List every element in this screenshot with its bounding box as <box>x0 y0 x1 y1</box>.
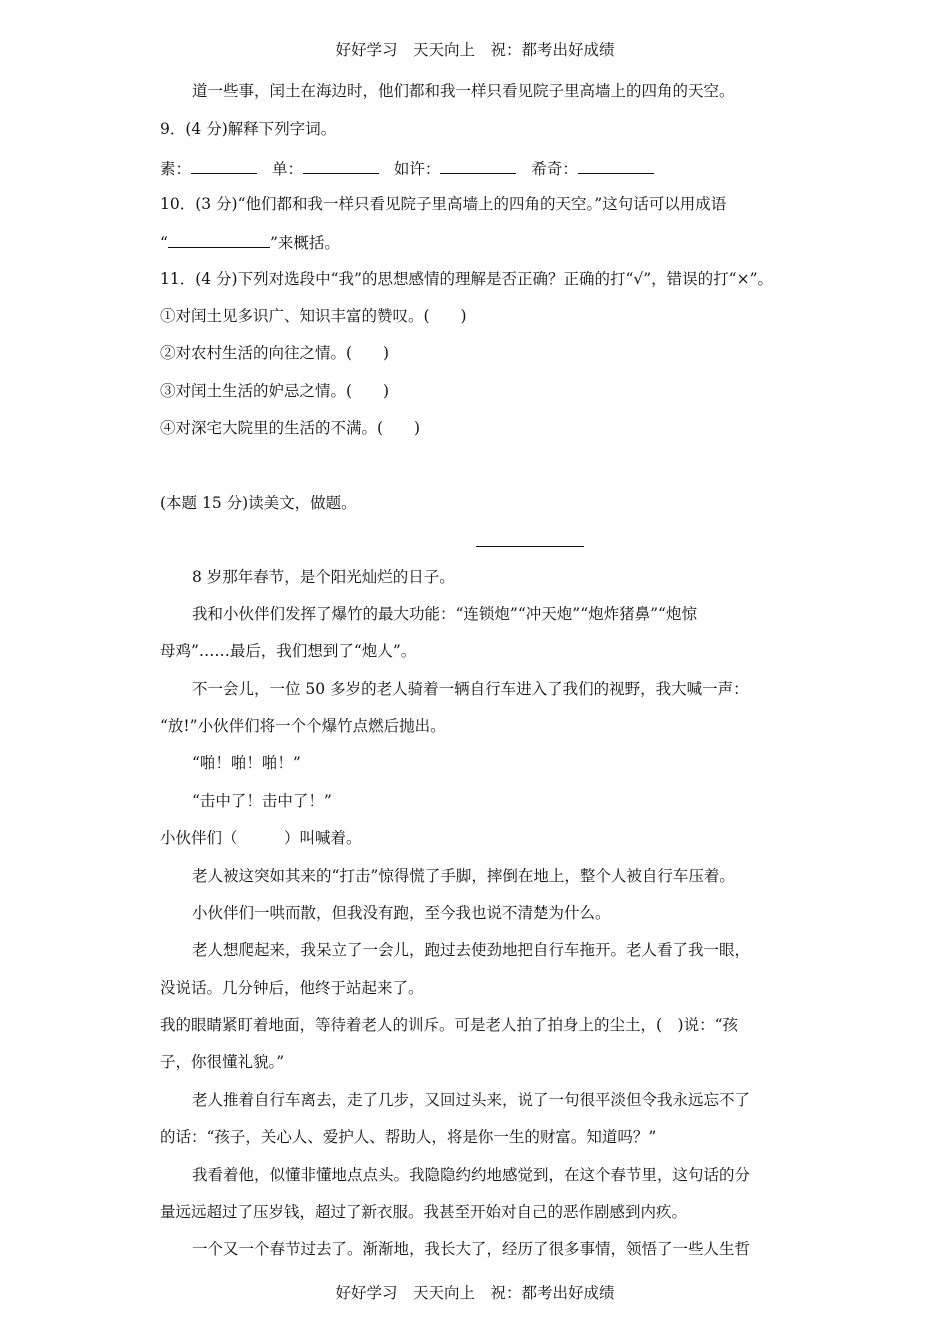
question-11: 11．(4 分)下列对选段中“我”的思想感情的理解是否正确？正确的打“√”，错误的打“×”。 <box>160 270 774 288</box>
term-label: 单： <box>271 160 303 178</box>
paragraph-line: “啪！啪！啪！” <box>192 754 301 772</box>
paragraph-line: 不一会儿，一位 50 多岁的老人骑着一辆自行车进入了我们的视野，我大喊一声： <box>192 680 749 698</box>
paragraph-line: 老人推着自行车离去，走了几步，又回过头来，说了一句很平淡但令我永远忘不了 <box>192 1091 751 1109</box>
answer-blank[interactable] <box>168 231 270 248</box>
option-4: ④对深宅大院里的生活的不满。( ) <box>160 419 421 437</box>
option-3: ③对闰土生活的妒忌之情。( ) <box>160 382 390 400</box>
paragraph-line: 我和小伙伴们发挥了爆竹的最大功能：“连锁炮”“冲天炮”“炮炸猪鼻”“炮惊 <box>192 605 697 623</box>
q9-blanks <box>160 157 654 179</box>
answer-blank[interactable] <box>191 157 257 174</box>
term-label: 希奇： <box>531 160 578 178</box>
q10-blank-line <box>160 231 340 253</box>
answer-blank[interactable] <box>440 157 516 174</box>
paragraph-line: 我的眼睛紧盯着地面，等待着老人的训斥。可是老人拍了拍身上的尘土，( )说：“孩 <box>160 1016 739 1034</box>
section-heading: (本题 15 分)读美文，做题。 <box>160 494 357 512</box>
paragraph-line: 的话：“孩子，关心人、爱护人、帮助人，将是你一生的财富。知道吗？” <box>160 1128 657 1146</box>
paragraph-line: 老人想爬起来，我呆立了一会儿，跑过去使劲地把自行车拖开。老人看了我一眼， <box>192 941 751 959</box>
paragraph-line: 我看着他，似懂非懂地点点头。我隐隐约约地感觉到，在这个春节里，这句话的分 <box>192 1166 751 1184</box>
answer-blank[interactable] <box>578 157 654 174</box>
term-label: 如许： <box>393 160 441 178</box>
paragraph-line: 子，你很懂礼貌。” <box>160 1053 285 1071</box>
quote-open: “ <box>160 234 168 252</box>
paragraph-line: “击中了！击中了！” <box>192 792 332 810</box>
page-footer: 好好学习 天天向上 祝：都考出好成绩 <box>335 1284 615 1302</box>
paragraph-line: 8 岁那年春节，是个阳光灿烂的日子。 <box>192 568 455 586</box>
paragraph-line: “放!”小伙伴们将一个个爆竹点燃后抛出。 <box>160 717 446 735</box>
page-header: 好好学习 天天向上 祝：都考出好成绩 <box>335 41 615 59</box>
paragraph-line: 母鸡”……最后，我们想到了“炮人”。 <box>160 642 417 660</box>
answer-blank[interactable] <box>303 157 379 174</box>
paragraph-line: 量远远超过了压岁钱，超过了新衣服。我甚至开始对自己的恶作剧感到内疚。 <box>160 1203 688 1221</box>
question-9: 9．(4 分)解释下列字词。 <box>160 120 337 138</box>
quote-close: ”来概括。 <box>269 234 340 252</box>
option-2: ②对农村生活的向往之情。( ) <box>160 344 390 362</box>
paragraph-line: 小伙伴们一哄而散，但我没有跑，至今我也说不清楚为什么。 <box>192 904 611 922</box>
term-label: 素： <box>160 160 192 178</box>
title-blank[interactable] <box>476 546 584 547</box>
paragraph-line: 没说话。几分钟后，他终于站起来了。 <box>160 979 424 997</box>
paragraph-line: 老人被这突如其来的“打击”惊得慌了手脚，摔倒在地上，整个人被自行车压着。 <box>192 867 735 885</box>
text-line: 道一些事，闰土在海边时，他们都和我一样只看见院子里高墙上的四角的天空。 <box>192 82 735 100</box>
option-1: ①对闰土见多识广、知识丰富的赞叹。( ) <box>160 307 467 325</box>
paragraph-line: 一个又一个春节过去了。渐渐地，我长大了，经历了很多事情，领悟了一些人生哲 <box>192 1240 751 1258</box>
question-10: 10．(3 分)“他们都和我一样只看见院子里高墙上的四角的天空。”这句话可以用成语 <box>160 195 727 213</box>
paragraph-line: 小伙伴们（ ）叫喊着。 <box>160 829 362 847</box>
